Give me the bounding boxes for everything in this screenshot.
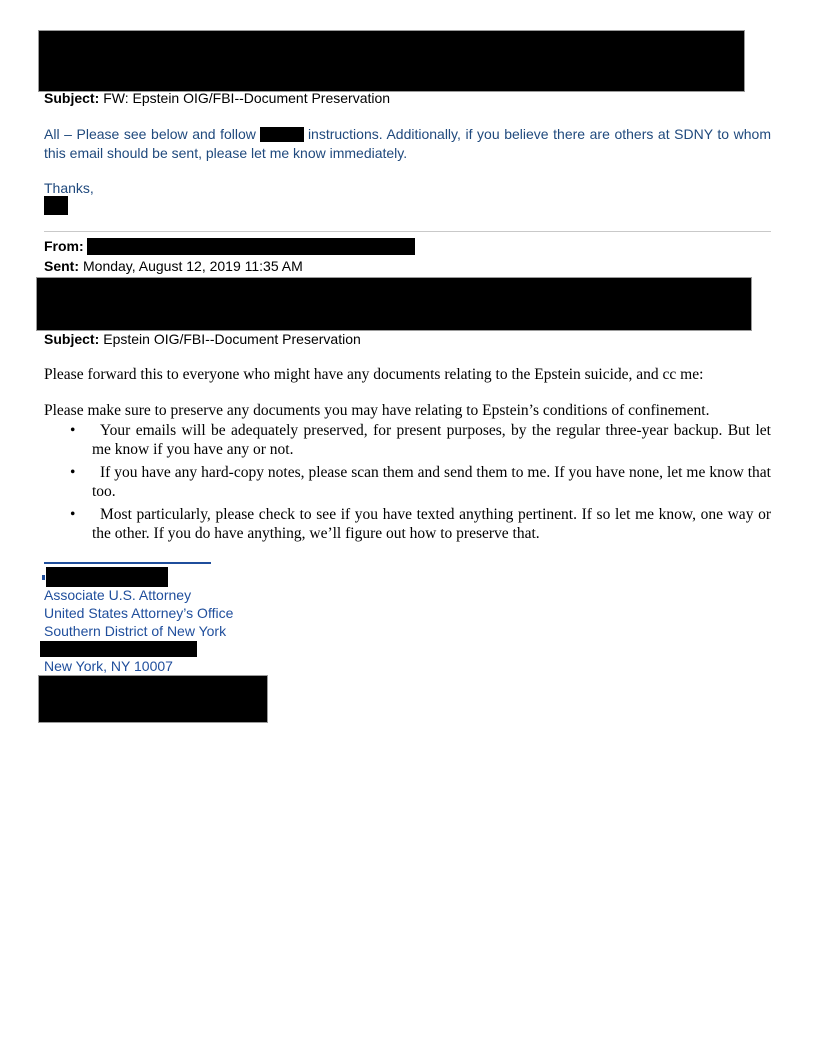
signature-underline-mark: [42, 575, 45, 580]
body-paragraph-2: Please make sure to preserve any documents you may have relating to Epstein’s conditions of confinement.: [44, 402, 710, 419]
redaction-street-address: [40, 641, 197, 657]
signature-name-underline: [44, 562, 211, 564]
redaction-header-block: [38, 30, 745, 92]
subject-line-forward: [44, 90, 771, 106]
from-label: From:: [44, 238, 84, 254]
signature-city: New York, NY 10007: [44, 658, 173, 674]
bullet-icon: •: [70, 422, 76, 439]
subject-value: Epstein OIG/FBI--Document Preservation: [103, 331, 361, 347]
signature-district: Southern District of New York: [44, 623, 227, 639]
redaction-from-address: [87, 238, 415, 255]
bullet-text: Your emails will be adequately preserved, for present purposes, by the regular three-year backup. But let me know if you have any or not.: [92, 422, 771, 458]
subject-line-original: [44, 331, 771, 347]
subject-label: Subject:: [44, 90, 100, 106]
signature-office: United States Attorney’s Office: [44, 605, 234, 621]
bullet-text: If you have any hard-copy notes, please scan them and send them to me. If you have none, let me know that too.: [92, 464, 771, 500]
redaction-contact-block: [38, 675, 268, 723]
list-item: [68, 421, 771, 459]
bullet-text: Most particularly, please check to see if you have texted anything pertinent. If so let me know, one way or the other. If you do have anything, we’ll figure out how to preserve that.: [92, 506, 771, 542]
subject-label: Subject:: [44, 331, 100, 347]
intro-paragraph: [44, 125, 771, 162]
intro-text-after: instructions. Additionally, if you believe there are others at SDNY to whom this email should be sent, please let me know immediately.: [44, 126, 772, 161]
bullet-icon: •: [70, 506, 76, 523]
from-line: [44, 238, 771, 255]
intro-text-before: All – Please see below and follow: [44, 126, 256, 142]
redaction-inline-name: [260, 127, 304, 142]
sent-label: Sent:: [44, 258, 79, 274]
redaction-sender-initials: [44, 196, 68, 215]
bullet-icon: •: [70, 464, 76, 481]
separator-line: [44, 231, 771, 232]
list-item: [68, 505, 771, 543]
sent-value: Monday, August 12, 2019 11:35 AM: [83, 258, 303, 274]
sent-line: [44, 258, 771, 274]
redaction-signature-name: [46, 567, 168, 587]
list-item: [68, 463, 771, 501]
closing-thanks: Thanks,: [44, 180, 94, 196]
subject-value: FW: Epstein OIG/FBI--Document Preservation: [103, 90, 391, 106]
body-paragraph-1: Please forward this to everyone who might have any documents relating to the Epstein suicide, and cc me:: [44, 366, 704, 383]
redaction-recipients-block: [36, 277, 752, 331]
bullet-list: [68, 421, 771, 547]
signature-title: Associate U.S. Attorney: [44, 587, 192, 603]
